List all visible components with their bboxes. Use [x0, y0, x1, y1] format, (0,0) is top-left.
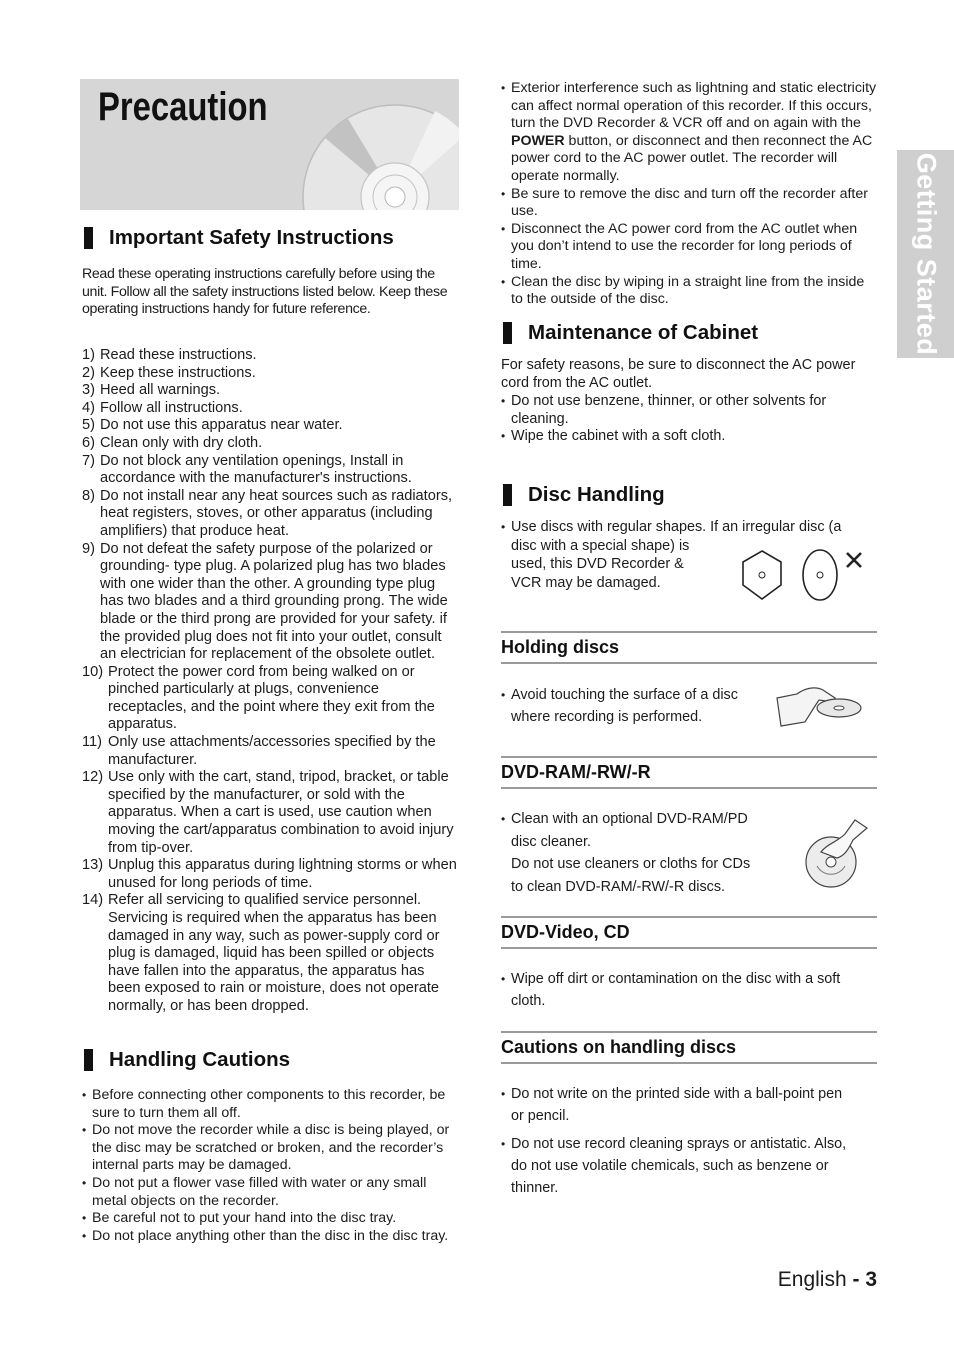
subsection-holding — [501, 631, 877, 664]
subsection-title: Holding discs — [501, 637, 620, 657]
disc-handling-text: • Use discs with regular shapes. If an irregular disc (a disc with a special shape) is used, this DVD Recorder & VCR may be damaged. — [501, 519, 842, 591]
handling-list — [82, 1087, 460, 1245]
page-number: - 3 — [846, 1268, 877, 1291]
safety-list — [82, 347, 460, 1016]
section-heading-cabinet: Maintenance of Cabinet — [501, 321, 758, 345]
list-item: • Clean the disc by wiping in a straight line from the inside to the outside of the disc. — [501, 274, 877, 309]
list-item: • Before connecting other components to this recorder, be sure to turn them all off. — [82, 1087, 460, 1122]
cabinet-list — [501, 393, 877, 446]
disc-cleaner-icon — [801, 814, 871, 890]
holding-disc-icon — [775, 684, 865, 730]
dvd-video-text: • Wipe off dirt or contamination on the disc with a soft cloth. — [501, 971, 841, 1009]
list-item: • Be careful not to put your hand into the disc tray. — [82, 1210, 460, 1228]
list-item: • Exterior interference such as lightning and static electricity can affect normal operation of this recorder. If this occurs, turn the DVD Recorder & VCR off and on again with the POWER button, or disconnect and then reconnect the AC power cord to the AC power outlet. The recorder will operate normally. — [501, 80, 877, 186]
safety-intro: Read these operating instructions carefully before using the unit. Follow all the safety instructions listed below. Keep these operating instructions handy for future reference. — [82, 266, 448, 318]
list-item: 12) Use only with the cart, stand, tripod, bracket, or table specified by the manufacturer, or sold with the apparatus. When a cart is used, use caution when moving the cart/apparatus combination to avoid injury from tip-over. — [82, 769, 454, 856]
list-item: 4) Follow all instructions. — [82, 399, 243, 416]
page-footer — [778, 1268, 877, 1292]
section-heading-handling: Handling Cautions — [82, 1048, 290, 1072]
list-item: 6) Clean only with dry cloth. — [82, 434, 263, 451]
section-heading-disc: Disc Handling — [501, 483, 665, 507]
footer-language: English — [777, 1268, 847, 1291]
list-item: 9) Do not defeat the safety purpose of the polarized or grounding- type plug. A polarized plug has two blades with one wider than the other. A grounding type plug has two blades and a third grounding prong. The wide blade or the third prong are provided for your safety. if the provided plug does not fit into your outlet, consult an electrician for replacement of the obsolete outlet. — [82, 540, 448, 663]
list-item: 14) Refer all servicing to qualified service personnel. Servicing is required when the apparatus has been damaged in any way, such as power-supply cord or plug is damaged, liquid has been spilled or objects have fallen into the apparatus, the apparatus has been exposed to rain or moisture, does not operate normally, or has been dropped. — [82, 892, 440, 1014]
dvd-ram-text: • Clean with an optional DVD-RAM/PD disc cleaner. Do not use cleaners or cloths for CDs to clean DVD-RAM/-RW/-R discs. — [501, 811, 751, 895]
side-tab-label: Getting Started — [911, 152, 941, 356]
cabinet-intro: For safety reasons, be sure to disconnect the AC power cord from the AC outlet. — [501, 357, 856, 391]
list-item: • Do not place anything other than the disc in the disc tray. — [82, 1228, 460, 1246]
list-item: 10) Protect the power cord from being walked on or pinched particularly at plugs, convenience receptacles, and the point where they exit from the apparatus. — [82, 663, 435, 733]
cautions-text: • Do not write on the printed side with a ball-point pen or pencil. • Do not use record cleaning sprays or antistatic. Also, do not use volatile chemicals, such as benzene or thinner. — [501, 1086, 847, 1196]
list-item: • Do not put a flower vase filled with water or any small metal objects on the recorder. — [82, 1175, 460, 1210]
list-item: 11) Only use attachments/accessories specified by the manufacturer. — [82, 734, 436, 768]
page-title: Precaution — [98, 85, 268, 129]
list-item: 2) Keep these instructions. — [82, 364, 256, 381]
list-item: • Be sure to remove the disc and turn off the recorder after use. — [501, 186, 877, 221]
list-item: 7) Do not block any ventilation openings, Install in accordance with the manufacturer's instructions. — [82, 452, 412, 487]
list-item: • Wipe the cabinet with a soft cloth. — [501, 428, 877, 446]
list-item: • Do not use benzene, thinner, or other solvents for cleaning. — [501, 393, 877, 428]
list-item: 3) Heed all warnings. — [82, 382, 221, 399]
section-heading-safety: Important Safety Instructions — [82, 226, 394, 250]
subsection-title: DVD-RAM/-RW/-R — [501, 762, 651, 782]
list-item: • Do not move the recorder while a disc is being played, or the disc may be scratched or broken, and the recorder’s internal parts may be damaged. — [82, 1122, 460, 1175]
holding-text: • Avoid touching the surface of a disc where recording is performed. — [501, 687, 738, 725]
subsection-cautions — [501, 1031, 877, 1064]
list-item: • Disconnect the AC power cord from the AC outlet when you don’t intend to use the recorder for long periods of time. — [501, 221, 877, 274]
list-item: 5) Do not use this apparatus near water. — [82, 417, 343, 434]
subsection-dvd-video — [501, 916, 877, 949]
list-item: 1) Read these instructions. — [82, 347, 257, 363]
general-precautions-list — [501, 80, 877, 309]
subsection-dvd-ram — [501, 756, 877, 789]
irregular-disc-icon — [735, 545, 865, 605]
header-banner — [80, 79, 459, 210]
list-item: 8) Do not install near any heat sources such as radiators, heat registers, stoves, or other apparatus (including amplifiers) that produce heat. — [82, 487, 453, 539]
subsection-title: DVD-Video, CD — [501, 922, 630, 942]
side-tab — [897, 150, 954, 358]
list-item: 13) Unplug this apparatus during lightning storms or when unused for long periods of time. — [82, 857, 457, 891]
subsection-title: Cautions on handling discs — [501, 1037, 737, 1057]
